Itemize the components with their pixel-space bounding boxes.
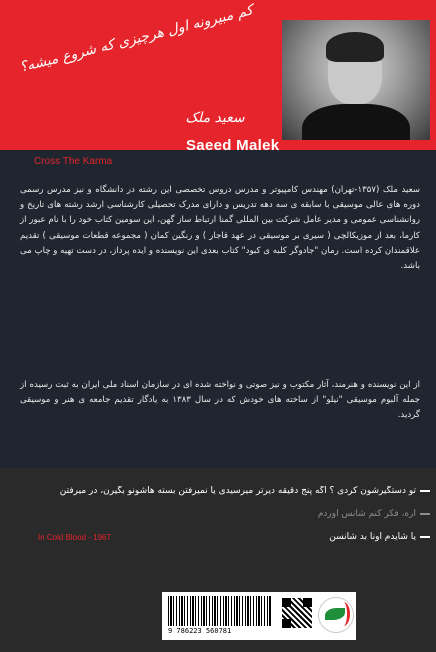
qr-code-icon — [282, 598, 312, 628]
author-name-persian: سعید ملک — [185, 110, 245, 126]
quote-line-2 — [20, 509, 430, 519]
barcode-panel — [162, 592, 356, 640]
author-portrait — [282, 20, 430, 140]
dash-icon — [420, 513, 430, 515]
portrait-hair-shape — [326, 32, 384, 62]
quote-text-2: آره، فکر کنم شانس آوردم — [317, 509, 416, 519]
bio-paragraph-2: از این نویسنده و هنرمند، آثار مکتوب و نیز صوتی و نواخته شده ای در سازمان اسناد ملی ایران به ثبت رسیده از جمله آلبوم موسیقی "نیلو" از ساخته های خودش که در سال ۱۳۸۳ به یادگار تقدیم جامعه ی هنر و موسیقی گردید. — [20, 380, 420, 421]
publisher-logo-icon — [318, 597, 354, 633]
isbn-digits: 9 786223 560781 — [168, 627, 232, 635]
handwritten-tagline: کم مبیرونه اول هرچیزی که شروع میشه؟ — [18, 2, 255, 76]
dash-icon — [420, 490, 430, 492]
ring-shape — [337, 602, 350, 626]
film-credit: In Cold Blood - 1967 — [38, 533, 111, 542]
barcode-icon — [168, 596, 272, 626]
dash-icon — [420, 536, 430, 538]
series-title: Cross The Karma — [34, 156, 113, 167]
quote-line-1 — [20, 486, 430, 496]
quote-text-1: تو دستگیرشون کردی ؟ اگه پنج دقیقه دیرتر میرسیدی یا نمیرفتن بسته هاشونو بگیرن، در میرفتن — [59, 486, 416, 496]
quote-text-3: یا شایدم اونا بد شانسن — [329, 532, 416, 542]
bio-paragraph-1: سعید ملک (۱۳۵۷-تهران) مهندس کامپیوتر و مدرس دروس تخصصی این رشته در دانشگاه و نیز مدرس رسمی دوره های عالی موسیقی با سابقه ی سه دهه تدریس و دارای مدرک تحصیلی کارشناسی ارشد رشته های تاریخ و روانشناسی عمومی و مدیر عامل شرکت بین المللی گمنا ارتباط ساز گهن، این سومین کتاب خود را با نام عبور از کارما، بعد از موزیکالچی ( سیری بر موسیقی در عهد قاجار ) و رنگین کمان ( مجموعه قطعات موسیقی ) تقدیم علاقمندان کرده است. رمان "جادوگر کلبه ی کبود" کتاب بعدی این نویسنده و ایده پرداز، در دست تهیه و چاپ می باشد. — [20, 185, 420, 272]
author-name-english: Saeed Malek — [186, 137, 280, 154]
portrait-body-shape — [302, 104, 410, 140]
